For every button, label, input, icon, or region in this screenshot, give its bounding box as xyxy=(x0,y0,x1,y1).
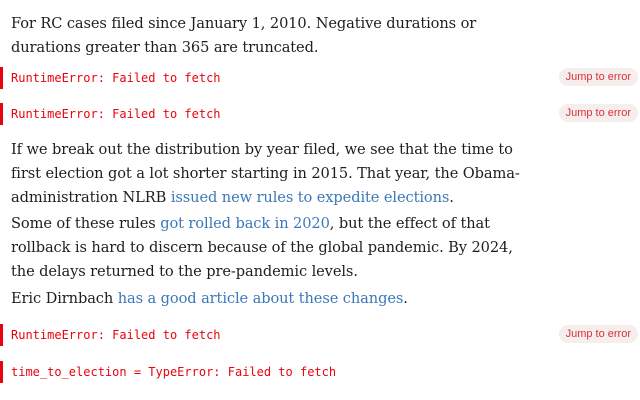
link-rolled-back-2020[interactable]: got rolled back in 2020 xyxy=(160,215,330,232)
error-message: time_to_election = TypeError: Failed to fetch xyxy=(11,365,337,379)
paragraph-text: If we break out the distribution by year filed, we see that the time to first election got a lot shorter starting in 2015. That year, the Obama-administration NLRB xyxy=(11,141,520,206)
jump-to-error-button[interactable]: Jump to error xyxy=(559,68,638,86)
error-cell-3 xyxy=(0,324,640,346)
paragraph-text: Some of these rules xyxy=(11,215,161,232)
paragraph-text: . xyxy=(449,189,454,206)
paragraph-distribution xyxy=(11,138,531,210)
error-message: RuntimeError: Failed to fetch xyxy=(11,71,221,85)
jump-to-error-button[interactable]: Jump to error xyxy=(559,104,638,122)
error-cell-2 xyxy=(0,103,640,125)
link-good-article[interactable]: has a good article about these changes xyxy=(117,290,404,307)
error-message: RuntimeError: Failed to fetch xyxy=(11,107,221,121)
paragraph-text: , but the effect of that rollback is hard to discern because of the global pandemic. By 2024, the delays returned to the pre-pandemic levels. xyxy=(11,215,513,280)
error-message: RuntimeError: Failed to fetch xyxy=(11,328,221,342)
intro-paragraph: For RC cases filed since January 1, 2010. Negative durations or durations greater than 365 are truncated. xyxy=(11,15,477,56)
error-indicator-bar xyxy=(0,324,3,346)
jump-to-error-button[interactable]: Jump to error xyxy=(559,325,638,343)
paragraph-dirnbach xyxy=(11,287,531,311)
error-cell-4 xyxy=(0,361,640,383)
error-indicator-bar xyxy=(0,361,3,383)
paragraph-text: Eric Dirnbach xyxy=(11,290,118,307)
link-issued-new-rules[interactable]: issued new rules to expedite elections xyxy=(170,189,450,206)
paragraph-rollback xyxy=(11,212,531,284)
paragraph-text: . xyxy=(403,290,408,307)
error-indicator-bar xyxy=(0,103,3,125)
error-indicator-bar xyxy=(0,67,3,89)
error-cell-1 xyxy=(0,67,640,89)
